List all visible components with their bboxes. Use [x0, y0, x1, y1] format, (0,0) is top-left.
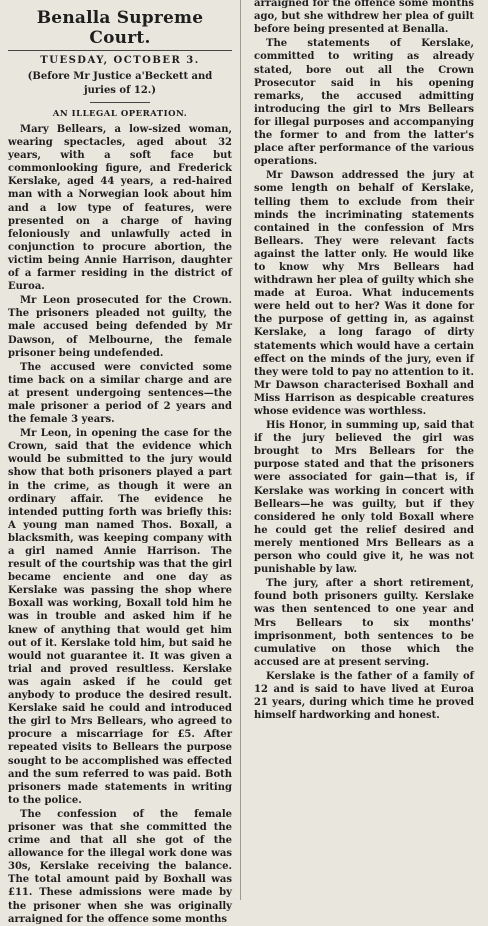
paragraph: Mr Leon, in opening the case for the Crown, said that the evidence which would be submitted to the jury would show that both prisoners played a part in the crime, as though it were an ordinary affair. The evidence he intended putting forth was briefly this: A young man named Thos. Boxall, a blacksmith, was keeping company with a girl named Annie Harrison. The result of the courtship was that the girl became enciente and one day as Kerslake was passing the shop where Boxall was working, Boxall told him he was in trouble and asked him if he knew of anything that would get him out of it. Kerslake told him, but said he would not guarantee it. It was given a trial and proved resultless. Kerslake was again asked if he could get anybody to produce the desired result. Kerslake said he could and introduced the girl to Mrs Bellears, who agreed to procure a miscarriage for £5. After repeated visits to Bellears the purpose sought to be accomplished was effected and the sum referred to was paid. Both prisoners made statements in writing to the police. [8, 428, 232, 806]
paragraph: Kerslake is the father of a family of 12 and is said to have lived at Euroa 21 years, during which time he proved himself hardworking and honest. [254, 670, 474, 722]
paragraph: The accused were convicted some time back on a similar charge and are at present undergoing sentences—the male prisoner a period of 2 years and the female 3 years. [8, 361, 232, 426]
article-title: Benalla Supreme Court. [8, 8, 232, 51]
paragraph-continued: arraigned for the offence some months ago, but she withdrew her plea of guilt before being presented at Benalla. [254, 0, 474, 36]
divider-rule [90, 102, 150, 103]
article-date: TUESDAY, OCTOBER 3. [40, 55, 200, 66]
paragraph: Mr Leon prosecuted for the Crown. The prisoners pleaded not guilty, the male accused being defended by Mr Dawson, of Melbourne, the female prisoner being undefended. [8, 295, 232, 359]
paragraph: The confession of the female prisoner was that she committed the crime and that all she got of the allowance for the illegal work done was 30s, Kerslake receiving the balance. The total amount paid by Boxhall was £11. These admissions were made by the prisoner when she was originally arraigned for the offence some months [8, 808, 232, 925]
paragraph: The statements of Kerslake, committed to writing as already stated, bore out all the Crown Prosecutor said in his opening remarks, the accused admitting introducing the girl to Mrs Bellears for illegal purposes and accompanying the former to and from the latter's place after performance of the various operations. [254, 38, 474, 168]
paragraph: Mary Bellears, a low-sized woman, wearing spectacles, aged about 32 years, with a soft face but commonlooking figure, and Frederick Kerslake, aged 44 years, a red-haired man with a Norwegian look about him and a low type of features, were presented on a charge of having feloniously and unlawfully acted in conjunction to procure abortion, the victim being Annie Harrison, daughter of a farmer residing in the district of Euroa. [8, 124, 232, 293]
left-column [0, 0, 241, 925]
section-heading: AN ILLEGAL OPERATION. [52, 109, 188, 119]
right-column [246, 0, 482, 900]
paragraph: Mr Dawson addressed the jury at some length on behalf of Kerslake, telling them to exclude from their minds the incriminating statements contained in the confession of Mrs Bellears. They were relevant facts against the latter only. He would like to know why Mrs Bellears had withdrawn her plea of guilty which she made at Euroa. What inducements were held out to her? Was it done for the purpose of getting in, as against Kerslake, a long farago of dirty statements which would have a certain effect on the minds of the jury, even if they were told to pay no attention to it. Mr Dawson characterised Boxhall and Miss Harrison as despicable creatures whose evidence was worthless. [254, 170, 475, 417]
paragraph: His Honor, in summing up, said that if the jury believed the girl was brought to Mrs Bellears for the purpose stated and that the prisoners were associated for gain—that is, if Kerslake was working in concert with Bellears—he was guilty, but if they considered he only told Boxall where he could get the relief desired and merely mentioned Mrs Bellears as a person who could give it, he was not punishable by law. [254, 420, 474, 576]
paragraph: The jury, after a short retirement, found both prisoners guilty. Kerslake was then sentenced to one year and Mrs Bellears to six months' imprisonment, both sentences to be cumulative on those which the accused are at present serving. [254, 578, 474, 668]
court-line: (Before Mr Justice a'Beckett and juries of 12.) [27, 71, 213, 96]
